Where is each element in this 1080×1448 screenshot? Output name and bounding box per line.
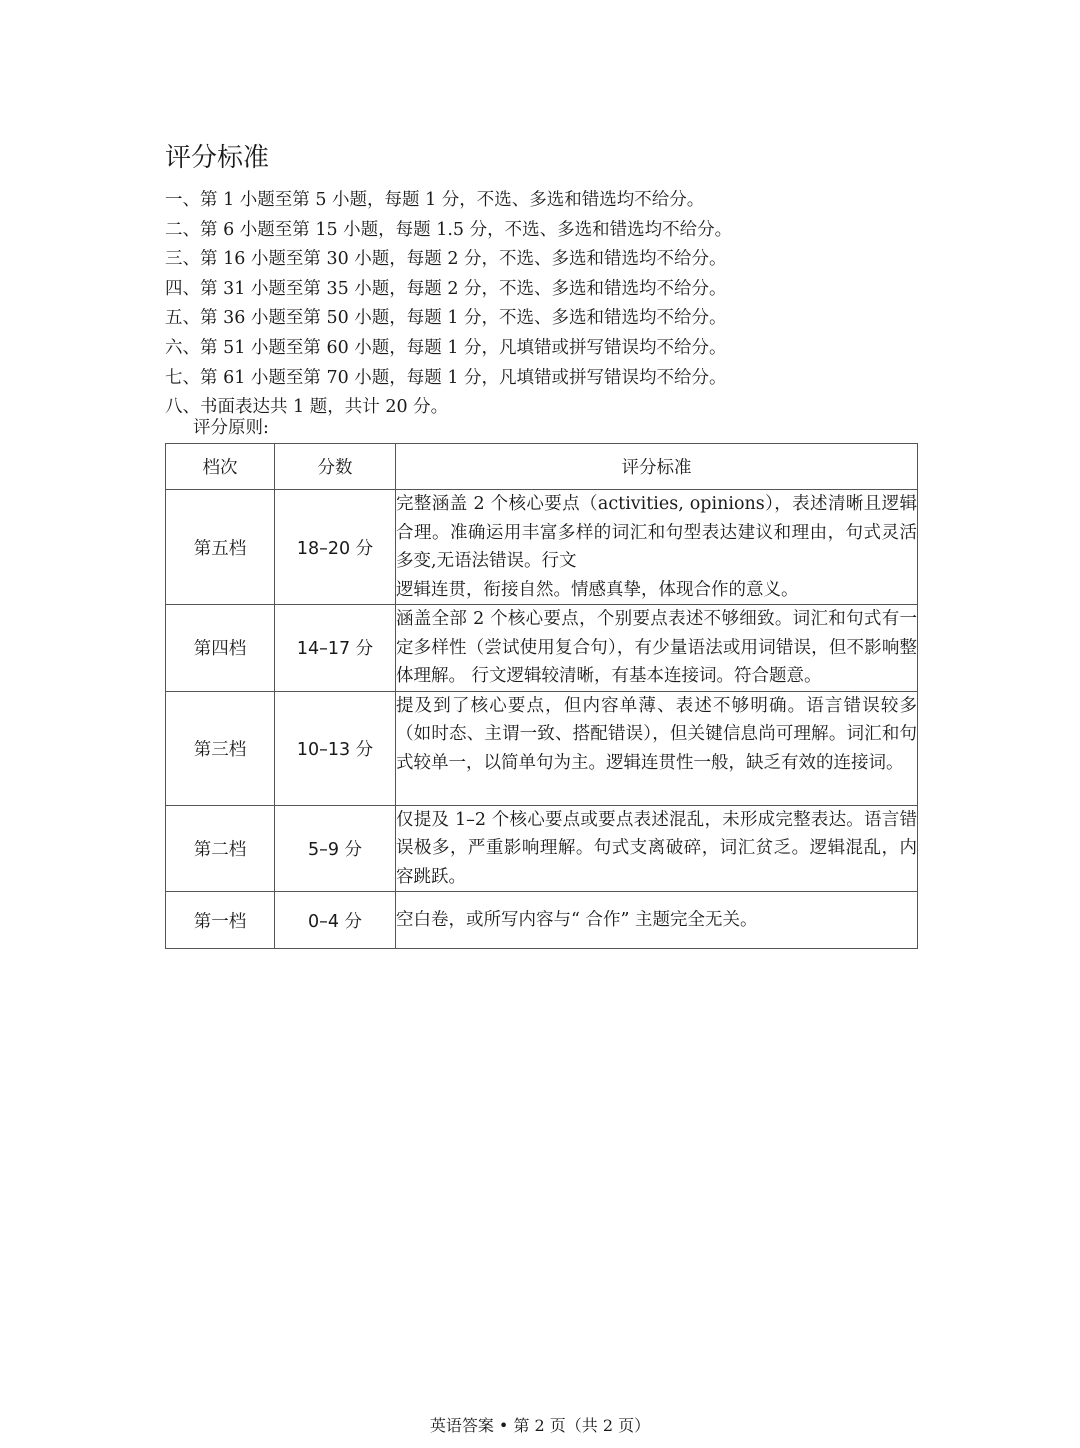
writing-grading-table — [165, 443, 918, 949]
table-row — [166, 490, 918, 605]
table-row — [166, 892, 918, 949]
header-score: 分数 — [275, 444, 396, 490]
table-row — [166, 805, 918, 892]
score-cell: 5–9 分 — [275, 805, 396, 892]
level-cell: 第三档 — [166, 691, 275, 805]
page-title: 评分标准 — [165, 143, 270, 173]
criteria-text-continued: 逻辑连贯，衔接自然。情感真挚，体现合作的意义。 — [396, 579, 799, 600]
score-cell: 14–17 分 — [275, 605, 396, 692]
criteria-cell: 涵盖全部 2 个核心要点，个别要点表述不够细致。词汇和句式有一定多样性（尝试使用复合句），有少量语法或用词错误，但不影响整体理解。 行文逻辑较清晰，有基本连接词。符合题意。 — [396, 605, 918, 692]
header-level: 档次 — [166, 444, 275, 490]
rule-item: 二、第 6 小题至第 15 小题，每题 1.5 分，不选、多选和错选均不给分。 — [165, 219, 733, 240]
criteria-cell — [396, 490, 918, 605]
rule-item: 七、第 61 小题至第 70 小题，每题 1 分，凡填错或拼写错误均不给分。 — [165, 367, 727, 388]
table-row — [166, 605, 918, 692]
header-criteria: 评分标准 — [396, 444, 918, 490]
criteria-cell: 空白卷，或所写内容与“ 合作” 主题完全无关。 — [396, 892, 918, 949]
score-cell: 0–4 分 — [275, 892, 396, 949]
criteria-cell: 提及到了核心要点，但内容单薄、表述不够明确。语言错误较多（如时态、主谓一致、搭配错误），但关键信息尚可理解。词汇和句式较单一，以简单句为主。逻辑连贯性一般，缺乏有效的连接词。 — [396, 691, 918, 805]
table-header-row — [166, 444, 918, 490]
rule-item: 五、第 36 小题至第 50 小题，每题 1 分，不选、多选和错选均不给分。 — [165, 308, 727, 329]
level-cell: 第二档 — [166, 805, 275, 892]
table-row — [166, 691, 918, 805]
rule-item: 三、第 16 小题至第 30 小题，每题 2 分，不选、多选和错选均不给分。 — [165, 249, 727, 270]
score-cell: 10–13 分 — [275, 691, 396, 805]
scoring-rules-list — [165, 186, 732, 423]
criteria-text: 完整涵盖 2 个核心要点（activities, opinions），表述清晰且逻辑合理。准确运用丰富多样的词汇和句型表达建议和理由，句式灵活多变,无语法错误。行文 — [396, 494, 917, 571]
score-cell: 18–20 分 — [275, 490, 396, 605]
grading-principle-label: 评分原则: — [193, 418, 269, 438]
rule-item: 四、第 31 小题至第 35 小题，每题 2 分，不选、多选和错选均不给分。 — [165, 278, 727, 299]
rule-item: 八、书面表达共 1 题，共计 20 分。 — [165, 397, 449, 418]
level-cell: 第四档 — [166, 605, 275, 692]
criteria-cell: 仅提及 1–2 个核心要点或要点表述混乱，未形成完整表达。语言错误极多，严重影响理解。句式支离破碎，词汇贫乏。逻辑混乱，内容跳跃。 — [396, 805, 918, 892]
level-cell: 第五档 — [166, 490, 275, 605]
rule-item: 六、第 51 小题至第 60 小题，每题 1 分，凡填错或拼写错误均不给分。 — [165, 337, 727, 358]
rule-item: 一、第 1 小题至第 5 小题，每题 1 分，不选、多选和错选均不给分。 — [165, 190, 705, 210]
page-footer: 英语答案 • 第 2 页（共 2 页） — [429, 1416, 651, 1435]
level-cell: 第一档 — [166, 892, 275, 949]
